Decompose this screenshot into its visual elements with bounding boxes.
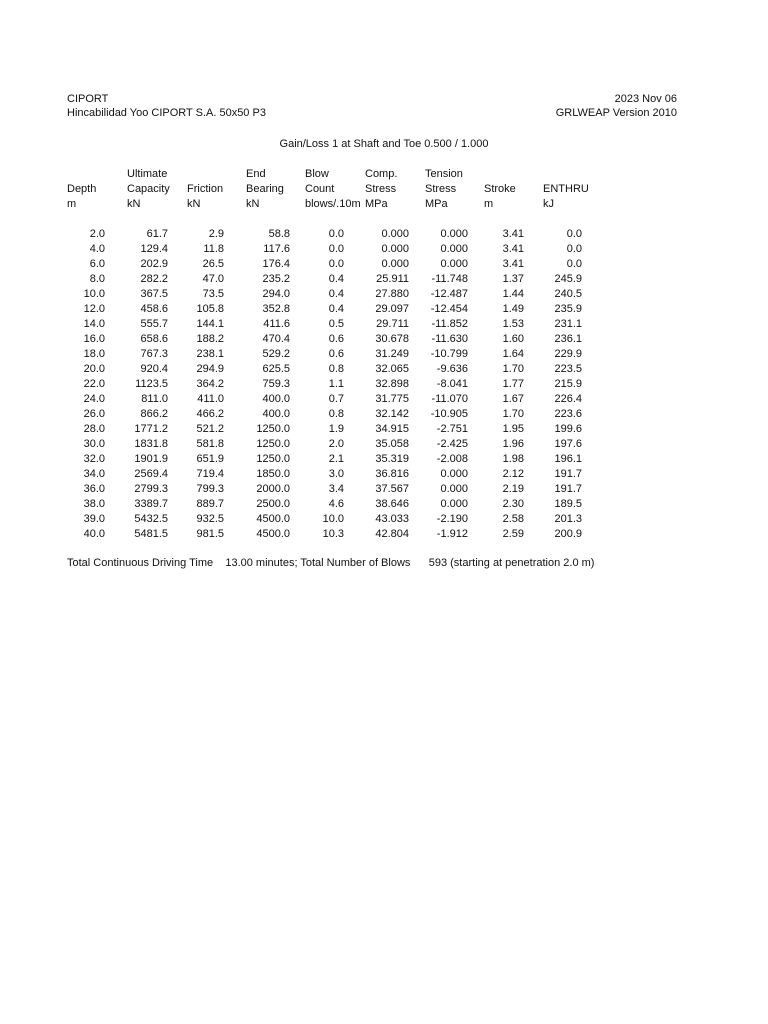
- table-cell: -2.425: [436, 438, 468, 450]
- table-cell: 26.0: [83, 408, 105, 420]
- table-cell: 0.6: [328, 348, 344, 360]
- column-header-line: Stress: [365, 183, 397, 195]
- table-row: [0, 392, 768, 407]
- column-header-line: [67, 167, 96, 182]
- column-header: [246, 167, 284, 212]
- table-cell: 3.41: [502, 228, 524, 240]
- table-cell: 38.646: [375, 498, 409, 510]
- table-cell: 0.4: [328, 273, 344, 285]
- table-cell: 411.6: [263, 318, 290, 330]
- table-cell: 1250.0: [256, 423, 290, 435]
- table-cell: 38.0: [83, 498, 105, 510]
- table-cell: 197.6: [554, 438, 582, 450]
- table-cell: 555.7: [140, 318, 168, 330]
- table-row: [0, 227, 768, 242]
- table-cell: 1831.8: [134, 438, 168, 450]
- table-cell: 3389.7: [134, 498, 168, 510]
- table-cell: 42.804: [375, 528, 409, 540]
- table-cell: 651.9: [196, 453, 224, 465]
- table-cell: 294.9: [196, 363, 224, 375]
- table-cell: 1.37: [502, 273, 524, 285]
- column-header: [484, 167, 516, 212]
- table-cell: 105.8: [196, 303, 224, 315]
- table-cell: 0.000: [440, 258, 468, 270]
- table-cell: 231.1: [554, 318, 582, 330]
- table-cell: 191.7: [554, 483, 582, 495]
- table-cell: -2.190: [436, 513, 468, 525]
- table-cell: 32.065: [375, 363, 409, 375]
- table-cell: 0.0: [566, 258, 582, 270]
- table-cell: 0.6: [328, 333, 344, 345]
- table-cell: 223.5: [554, 363, 582, 375]
- table-cell: 1250.0: [256, 453, 290, 465]
- table-cell: 22.0: [83, 378, 105, 390]
- company-name: CIPORT: [67, 93, 109, 105]
- column-header: [305, 167, 361, 212]
- column-header-line: Comp.: [365, 168, 398, 180]
- table-row: [0, 347, 768, 362]
- table-cell: 1123.5: [135, 378, 168, 390]
- table-row: [0, 302, 768, 317]
- table-cell: 1.70: [502, 408, 524, 420]
- table-cell: 1.95: [502, 423, 524, 435]
- table-cell: 2569.4: [134, 468, 168, 480]
- table-cell: 1.9: [328, 423, 344, 435]
- table-cell: 0.4: [328, 303, 344, 315]
- table-cell: 245.9: [554, 273, 582, 285]
- table-cell: 1.53: [502, 318, 524, 330]
- table-cell: 1250.0: [256, 438, 290, 450]
- column-header-line: End: [246, 168, 266, 180]
- table-cell: 235.9: [554, 303, 582, 315]
- table-row: [0, 527, 768, 542]
- table-cell: 411.0: [197, 393, 224, 405]
- table-cell: 29.711: [376, 318, 409, 330]
- table-cell: 37.567: [375, 483, 409, 495]
- column-header: [127, 167, 170, 212]
- table-cell: 144.1: [196, 318, 224, 330]
- table-cell: 31.249: [375, 348, 409, 360]
- table-cell: 24.0: [83, 393, 105, 405]
- table-cell: 188.2: [196, 333, 224, 345]
- table-cell: 12.0: [83, 303, 105, 315]
- table-cell: 25.911: [376, 273, 409, 285]
- table-cell: 176.4: [262, 258, 290, 270]
- table-cell: 1.60: [502, 333, 524, 345]
- table-cell: 5432.5: [134, 513, 168, 525]
- column-header-line: Count: [305, 183, 335, 195]
- table-row: [0, 497, 768, 512]
- column-header-line: [187, 167, 223, 182]
- table-cell: 61.7: [146, 228, 168, 240]
- table-cell: 294.0: [262, 288, 290, 300]
- table-cell: 3.41: [502, 258, 524, 270]
- table-cell: 6.0: [89, 258, 105, 270]
- table-cell: 5481.5: [134, 528, 168, 540]
- table-cell: 40.0: [83, 528, 105, 540]
- table-row: [0, 452, 768, 467]
- table-cell: 1850.0: [256, 468, 290, 480]
- column-header-line: kJ: [543, 198, 554, 210]
- table-cell: 0.000: [381, 243, 409, 255]
- table-cell: 8.0: [89, 273, 105, 285]
- column-header: [543, 167, 589, 212]
- table-cell: 32.0: [83, 453, 105, 465]
- table-cell: 2.58: [502, 513, 524, 525]
- table-row: [0, 242, 768, 257]
- table-cell: -8.041: [436, 378, 468, 390]
- table-cell: 30.678: [375, 333, 409, 345]
- table-cell: 400.0: [262, 393, 290, 405]
- table-cell: 236.1: [554, 333, 582, 345]
- table-row: [0, 437, 768, 452]
- column-header: [425, 167, 463, 212]
- table-cell: 2.9: [208, 228, 224, 240]
- table-cell: 1.49: [502, 303, 524, 315]
- table-cell: -12.454: [430, 303, 468, 315]
- report-header-right: [556, 92, 677, 120]
- table-cell: 1.67: [502, 393, 524, 405]
- table-cell: 11.8: [203, 243, 224, 255]
- table-cell: -1.912: [436, 528, 468, 540]
- table-cell: 521.2: [196, 423, 224, 435]
- table-row: [0, 407, 768, 422]
- table-cell: 3.0: [328, 468, 344, 480]
- table-cell: 0.0: [328, 258, 344, 270]
- table-cell: 39.0: [83, 513, 105, 525]
- table-cell: 3.4: [328, 483, 344, 495]
- table-cell: 0.000: [440, 498, 468, 510]
- table-cell: 199.6: [554, 423, 582, 435]
- table-cell: 759.3: [262, 378, 290, 390]
- column-header-line: ENTHRU: [543, 183, 589, 195]
- table-cell: 10.0: [83, 288, 105, 300]
- table-cell: 10.3: [322, 528, 344, 540]
- table-cell: 470.4: [262, 333, 290, 345]
- table-cell: 223.6: [554, 408, 582, 420]
- table-cell: -2.008: [436, 453, 468, 465]
- table-cell: 2.1: [328, 453, 344, 465]
- table-cell: 189.5: [554, 498, 582, 510]
- table-cell: -2.751: [436, 423, 468, 435]
- table-cell: 932.5: [196, 513, 224, 525]
- table-cell: 10.0: [322, 513, 344, 525]
- table-cell: 799.3: [196, 483, 224, 495]
- table-cell: -10.905: [430, 408, 468, 420]
- table-cell: 719.4: [196, 468, 224, 480]
- report-subtitle: Gain/Loss 1 at Shaft and Toe 0.500 / 1.000: [279, 138, 489, 150]
- table-cell: -11.748: [431, 273, 468, 285]
- table-cell: 43.033: [375, 513, 409, 525]
- column-header-line: kN: [127, 198, 141, 210]
- table-cell: 889.7: [196, 498, 224, 510]
- table-cell: 201.3: [554, 513, 582, 525]
- table-cell: 4.6: [328, 498, 344, 510]
- table-cell: 4.0: [89, 243, 105, 255]
- table-row: [0, 317, 768, 332]
- table-cell: 767.3: [140, 348, 168, 360]
- table-cell: 202.9: [140, 258, 168, 270]
- column-header-line: MPa: [365, 198, 388, 210]
- column-header-line: Capacity: [127, 183, 170, 195]
- table-cell: 58.8: [268, 228, 290, 240]
- table-cell: 3.41: [502, 243, 524, 255]
- table-cell: -10.799: [430, 348, 468, 360]
- table-cell: 32.898: [375, 378, 409, 390]
- table-cell: 2000.0: [256, 483, 290, 495]
- table-cell: 191.7: [554, 468, 582, 480]
- report-footer: Total Continuous Driving Time 13.00 minutes; Total Number of Blows 593 (starting at penetration 2.0 m): [67, 557, 595, 569]
- table-cell: 866.2: [140, 408, 168, 420]
- table-cell: 73.5: [202, 288, 224, 300]
- table-cell: 529.2: [262, 348, 290, 360]
- table-cell: 364.2: [196, 378, 224, 390]
- table-row: [0, 377, 768, 392]
- table-cell: 2799.3: [134, 483, 168, 495]
- table-cell: 400.0: [262, 408, 290, 420]
- column-header-line: Stress: [425, 183, 457, 195]
- results-table: [0, 227, 768, 542]
- table-cell: 0.0: [328, 243, 344, 255]
- report-date: 2023 Nov 06: [614, 93, 677, 105]
- project-name: Hincabilidad Yoo CIPORT S.A. 50x50 P3: [67, 107, 266, 119]
- table-cell: 981.5: [196, 528, 224, 540]
- table-cell: 35.319: [375, 453, 409, 465]
- table-cell: 0.0: [328, 228, 344, 240]
- table-cell: 200.9: [554, 528, 582, 540]
- table-cell: 0.0: [566, 228, 582, 240]
- table-cell: 658.6: [140, 333, 168, 345]
- table-cell: 229.9: [554, 348, 582, 360]
- table-row: [0, 257, 768, 272]
- table-cell: 20.0: [83, 363, 105, 375]
- table-cell: 117.6: [263, 243, 290, 255]
- table-cell: 238.1: [196, 348, 224, 360]
- table-cell: 0.000: [381, 258, 409, 270]
- table-cell: 36.0: [83, 483, 105, 495]
- table-cell: 36.816: [375, 468, 409, 480]
- table-cell: 235.2: [262, 273, 290, 285]
- column-header: [365, 167, 397, 212]
- table-cell: 2.0: [89, 228, 105, 240]
- table-row: [0, 362, 768, 377]
- table-cell: 34.0: [83, 468, 105, 480]
- table-cell: 1.64: [502, 348, 524, 360]
- table-cell: 282.2: [140, 273, 168, 285]
- column-header-line: Stroke: [484, 183, 516, 195]
- table-cell: 2.30: [502, 498, 524, 510]
- column-header-line: blows/.10m: [305, 198, 361, 210]
- table-cell: 2.12: [502, 468, 524, 480]
- column-header-line: Blow: [305, 168, 329, 180]
- column-header-line: m: [67, 198, 77, 210]
- table-cell: 1.70: [502, 363, 524, 375]
- table-cell: 1901.9: [134, 453, 168, 465]
- table-row: [0, 422, 768, 437]
- table-cell: 0.000: [381, 228, 409, 240]
- table-cell: 2.19: [502, 483, 524, 495]
- table-cell: 367.5: [140, 288, 168, 300]
- table-cell: 34.915: [375, 423, 409, 435]
- table-cell: 0.4: [328, 288, 344, 300]
- table-cell: 129.4: [140, 243, 168, 255]
- table-row: [0, 512, 768, 527]
- table-cell: -9.636: [436, 363, 468, 375]
- table-cell: 0.000: [440, 468, 468, 480]
- table-cell: 0.7: [328, 393, 344, 405]
- table-cell: 2.59: [502, 528, 524, 540]
- table-cell: 26.5: [202, 258, 224, 270]
- table-cell: 0.5: [328, 318, 344, 330]
- table-cell: 27.880: [375, 288, 409, 300]
- table-cell: 1.1: [328, 378, 344, 390]
- column-header-line: Depth: [67, 183, 97, 195]
- column-header-line: kN: [187, 198, 201, 210]
- table-cell: 1.44: [502, 288, 524, 300]
- table-cell: -11.630: [431, 333, 468, 345]
- table-cell: -11.070: [431, 393, 468, 405]
- table-cell: 0.8: [328, 363, 344, 375]
- table-cell: 226.4: [554, 393, 582, 405]
- column-header-line: kN: [246, 198, 260, 210]
- table-cell: 0.000: [440, 243, 468, 255]
- table-cell: 31.775: [375, 393, 409, 405]
- column-header: [187, 167, 223, 212]
- table-cell: 811.0: [141, 393, 168, 405]
- table-cell: 625.5: [262, 363, 290, 375]
- table-cell: 215.9: [554, 378, 582, 390]
- table-cell: 14.0: [83, 318, 105, 330]
- table-cell: 35.058: [375, 438, 409, 450]
- table-cell: 47.0: [202, 273, 224, 285]
- column-header-line: Friction: [187, 183, 224, 195]
- table-cell: 16.0: [83, 333, 105, 345]
- table-cell: 581.8: [196, 438, 224, 450]
- table-cell: 1.77: [502, 378, 524, 390]
- column-header-line: m: [484, 198, 494, 210]
- table-cell: 240.5: [554, 288, 582, 300]
- column-header-line: Bearing: [246, 183, 284, 195]
- table-cell: 1771.2: [134, 423, 168, 435]
- column-header-line: [543, 167, 589, 182]
- table-cell: 0.000: [440, 228, 468, 240]
- column-header-line: Ultimate: [127, 168, 168, 180]
- table-cell: 0.0: [566, 243, 582, 255]
- table-row: [0, 332, 768, 347]
- table-cell: 2.0: [328, 438, 344, 450]
- table-cell: 28.0: [83, 423, 105, 435]
- software-version: GRLWEAP Version 2010: [555, 107, 677, 119]
- table-cell: 0.8: [328, 408, 344, 420]
- table-cell: 352.8: [262, 303, 290, 315]
- table-cell: 458.6: [140, 303, 168, 315]
- table-cell: 29.097: [375, 303, 409, 315]
- table-cell: 466.2: [196, 408, 224, 420]
- table-cell: 196.1: [554, 453, 582, 465]
- table-cell: 4500.0: [256, 513, 290, 525]
- column-header-line: Tension: [425, 168, 463, 180]
- table-cell: 32.142: [375, 408, 409, 420]
- table-cell: 4500.0: [256, 528, 290, 540]
- column-header-line: [484, 167, 516, 182]
- table-cell: 30.0: [83, 438, 105, 450]
- table-cell: 1.96: [502, 438, 524, 450]
- table-row: [0, 272, 768, 287]
- table-cell: 2500.0: [256, 498, 290, 510]
- table-cell: 1.98: [502, 453, 524, 465]
- table-cell: 18.0: [83, 348, 105, 360]
- table-cell: 0.000: [440, 483, 468, 495]
- table-cell: -11.852: [431, 318, 468, 330]
- report-header-left: [67, 92, 266, 120]
- column-header: [67, 167, 96, 212]
- table-cell: 920.4: [140, 363, 168, 375]
- table-row: [0, 467, 768, 482]
- table-row: [0, 287, 768, 302]
- table-cell: -12.487: [430, 288, 468, 300]
- column-header-line: MPa: [425, 198, 448, 210]
- table-row: [0, 482, 768, 497]
